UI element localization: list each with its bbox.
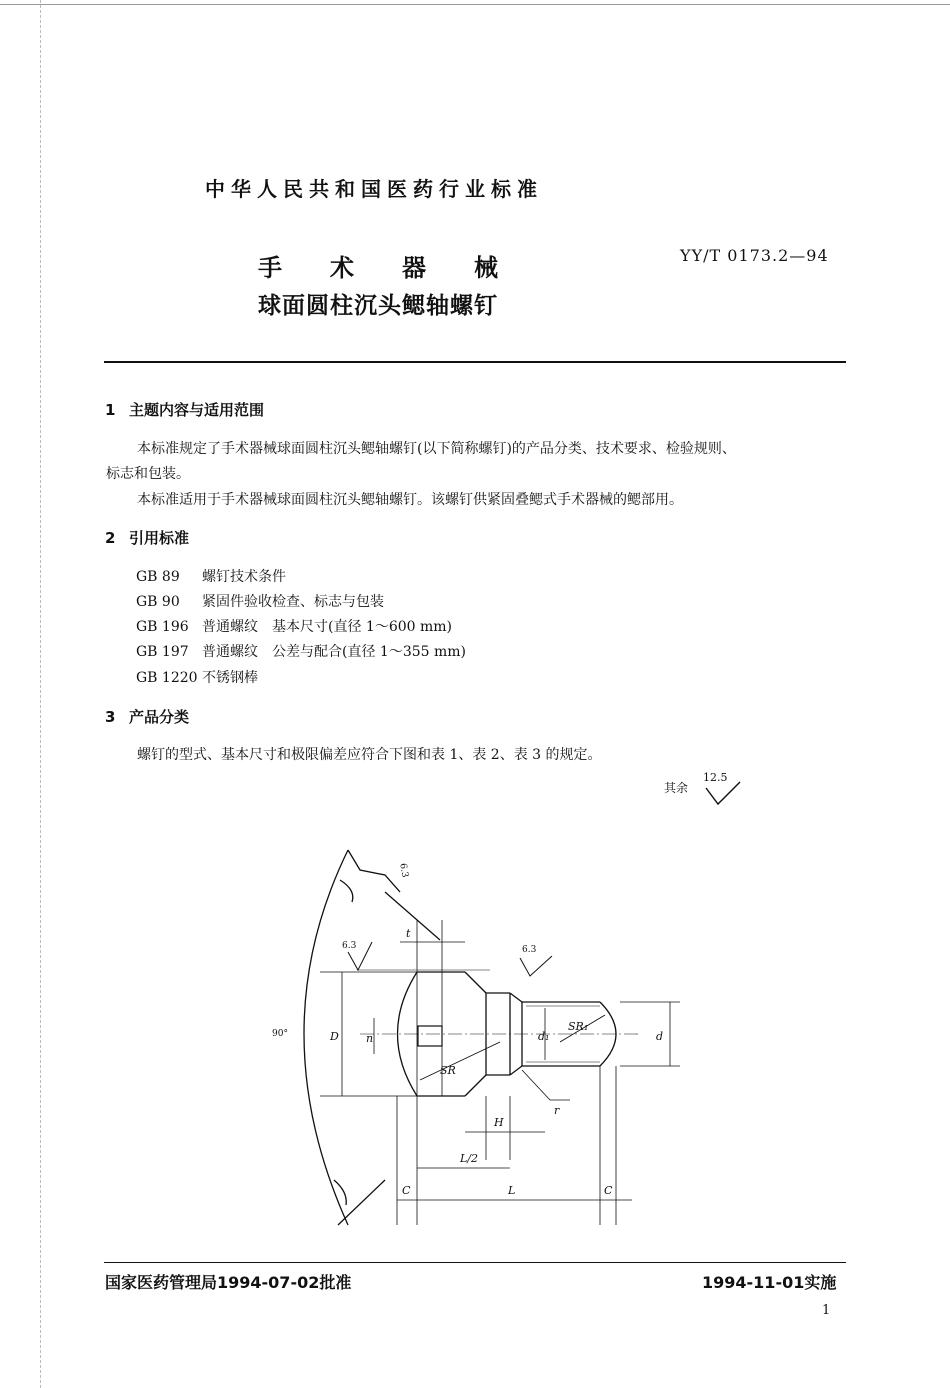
standard-code: YY/T 0173.2—94 (680, 246, 829, 265)
roughness-neck-label: 6.3 (522, 945, 537, 955)
section-3-para: 螺钉的型式、基本尺寸和极限偏差应符合下图和表 1、表 2、表 3 的规定。 (137, 747, 602, 763)
section-title: 引用标准 (129, 529, 190, 547)
dim-SR1-label: SR₁ (568, 1020, 589, 1033)
dim-L2-label: L/2 (460, 1152, 479, 1165)
section-2-heading (105, 527, 189, 548)
document-title-line1: 手术器械 (258, 254, 546, 282)
approval-text: 国家医药管理局1994-07-02批准 (105, 1273, 352, 1292)
section-1-para1-line1: 本标准规定了手术器械球面圆柱沉头鳃轴螺钉(以下简称螺钉)的产品分类、技术要求、检验规则、 (137, 441, 736, 457)
reference-code: GB 89 (136, 569, 180, 585)
dim-C-left-label: C (402, 1184, 411, 1197)
section-1-para2: 本标准适用于手术器械球面圆柱沉头鳃轴螺钉。该螺钉供紧固叠鳃式手术器械的鳃部用。 (137, 492, 683, 508)
roughness-head-label: 6.3 (342, 941, 357, 951)
reference-code: GB 90 (136, 594, 180, 610)
implementation-text: 1994-11-01实施 (702, 1273, 837, 1292)
reference-code: GB 196 (136, 619, 189, 635)
reference-desc: 螺钉技术条件 (202, 569, 286, 585)
page-edge-left (40, 0, 42, 1388)
dim-H-label: H (494, 1116, 504, 1129)
screw-drawing (260, 830, 700, 1240)
section-1-para1-line2: 标志和包装。 (106, 466, 190, 482)
reference-code: GB 197 (136, 644, 189, 660)
section-number: 1 (105, 401, 116, 419)
angle-arc (304, 850, 348, 1225)
roughness-note: 其余 (664, 781, 689, 795)
reference-code: GB 1220 (136, 670, 198, 686)
dim-r-label: r (554, 1104, 560, 1117)
section-1-heading (105, 399, 264, 420)
reference-desc: 普通螺纹 公差与配合(直径 1～355 mm) (202, 644, 467, 660)
dim-t-label: t (406, 927, 411, 940)
roughness-slot-label: 6.3 (397, 862, 410, 879)
header-rule (104, 361, 846, 363)
section-title: 主题内容与适用范围 (129, 401, 265, 419)
reference-desc: 不锈钢棒 (202, 670, 258, 686)
roughness-symbol-icon (700, 778, 745, 808)
organization-title: 中华人民共和国医药行业标准 (205, 177, 543, 201)
roughness-rest-value: 12.5 (703, 771, 728, 784)
document-title-line2: 球面圆柱沉头鳃轴螺钉 (258, 293, 498, 319)
dim-n-label: n (366, 1032, 374, 1045)
page-edge-top (0, 4, 950, 6)
reference-desc: 紧固件验收检查、标志与包装 (202, 594, 384, 610)
reference-item (136, 566, 286, 586)
reference-item (136, 591, 384, 611)
page-number: 1 (822, 1303, 831, 1318)
dim-D-label: D (330, 1030, 339, 1043)
footer-rule (104, 1262, 846, 1263)
dim-C-right-label: C (604, 1184, 613, 1197)
dim-SR-label: SR (440, 1064, 456, 1077)
section-3-heading (105, 706, 189, 727)
dim-d1-label: d₁ (538, 1030, 550, 1043)
reference-item (136, 616, 452, 636)
angle-label: 90° (272, 1029, 288, 1039)
reference-item (136, 641, 466, 661)
reference-desc: 普通螺纹 基本尺寸(直径 1～600 mm) (202, 619, 453, 635)
dim-d-label: d (656, 1030, 664, 1043)
section-title: 产品分类 (129, 708, 190, 726)
section-number: 2 (105, 529, 116, 547)
dim-L-label: L (508, 1184, 516, 1197)
section-number: 3 (105, 708, 116, 726)
reference-item (136, 667, 258, 687)
